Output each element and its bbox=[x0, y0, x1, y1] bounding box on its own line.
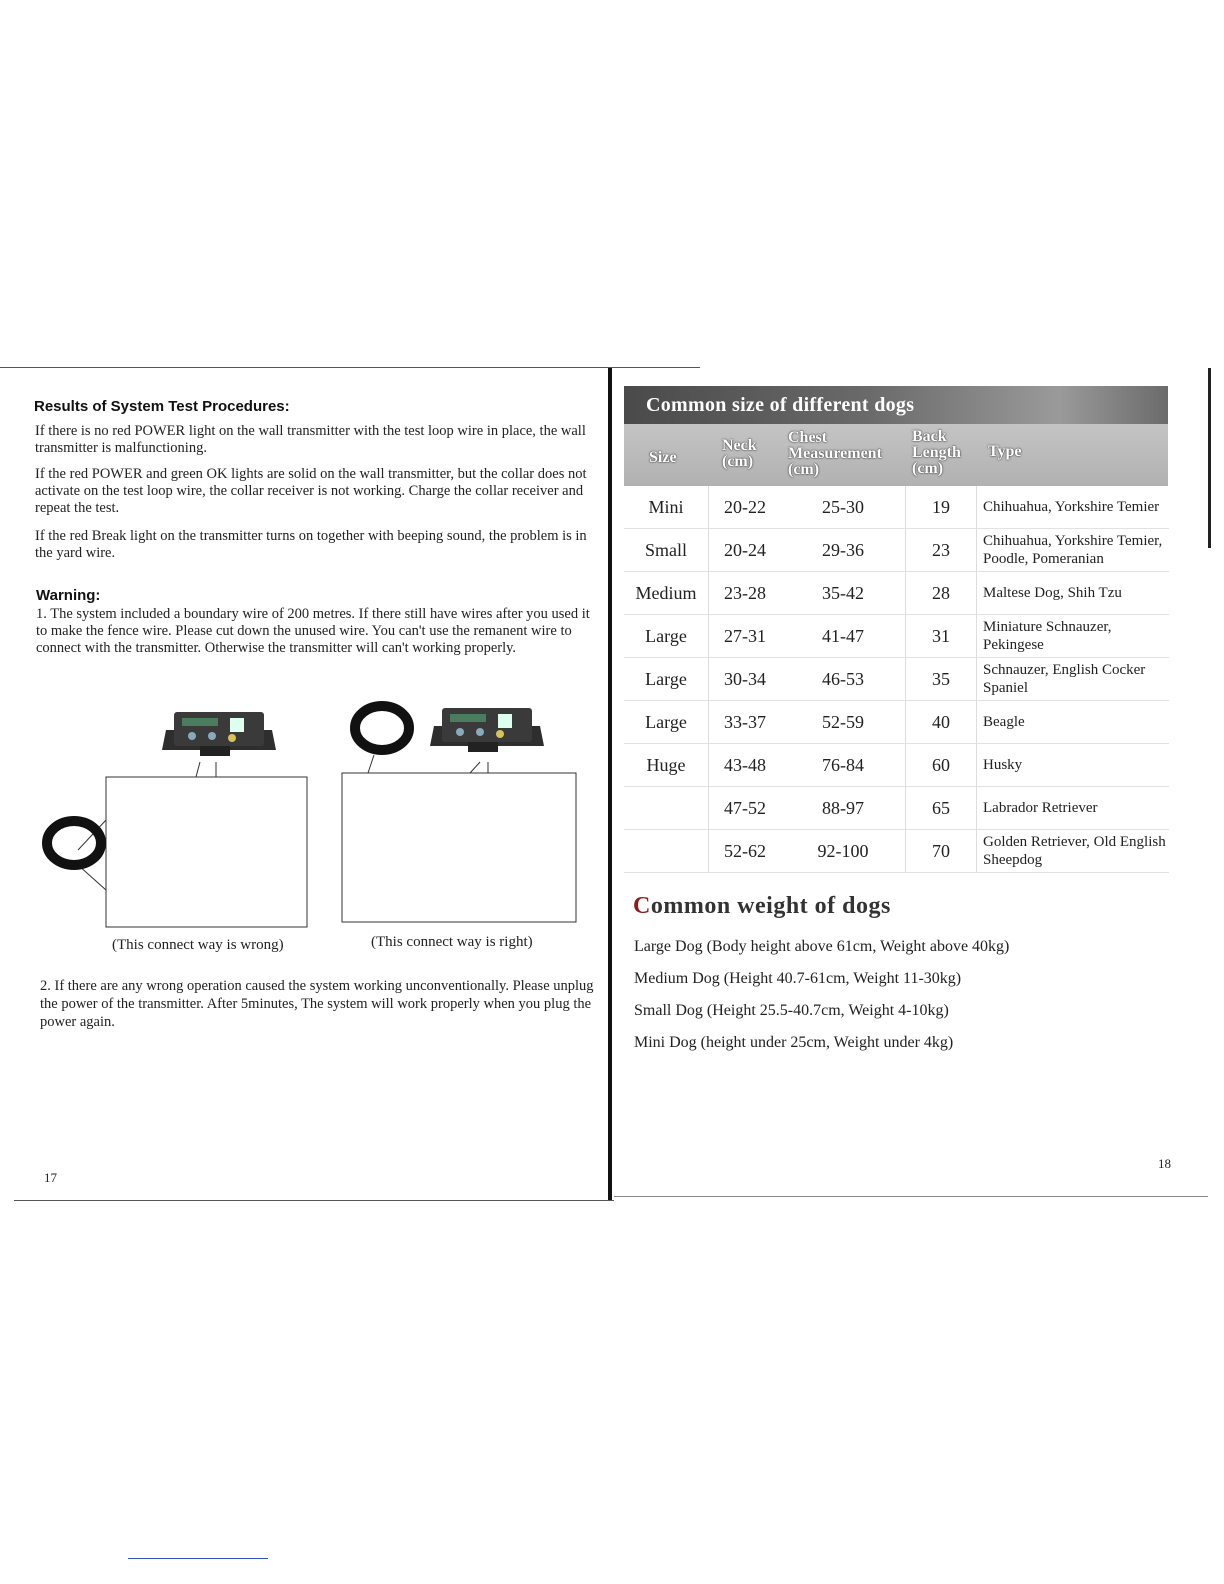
header-back-length: Back Length (cm) bbox=[912, 428, 961, 477]
size-cell: Huge bbox=[624, 744, 709, 787]
table-row bbox=[624, 615, 1169, 658]
weight-item: Small Dog (Height 25.5-40.7cm, Weight 4-10kg) bbox=[634, 1002, 949, 1019]
right-edge bbox=[1208, 368, 1211, 548]
bottom-rule-right bbox=[614, 1196, 1208, 1197]
warning-paragraph-1: 1. The system included a boundary wire of 200 metres. If there still have wires after you used it to make the fence wire. Please cut down the unused wire. You can't use the remanent wire to connect with the transmitter. Otherwise the transmitter will can't working properly. bbox=[36, 606, 590, 656]
neck-cell: 52-62 bbox=[709, 830, 782, 873]
type-cell: Golden Retriever, Old English Sheepdog bbox=[977, 830, 1170, 873]
type-cell: Labrador Retriever bbox=[977, 787, 1170, 830]
results-paragraph-3: If the red Break light on the transmitter turns on together with beeping sound, the problem is in the yard wire. bbox=[35, 528, 587, 561]
type-cell: Schnauzer, English Cocker Spaniel bbox=[977, 658, 1170, 701]
size-cell: Large bbox=[624, 701, 709, 744]
chest-cell: 76-84 bbox=[781, 744, 906, 787]
type-cell: Miniature Schnauzer, Pekingese bbox=[977, 615, 1170, 658]
weight-item: Mini Dog (height under 25cm, Weight under 4kg) bbox=[634, 1034, 954, 1051]
coiled-wire-icon bbox=[47, 821, 101, 865]
back-length-cell: 31 bbox=[906, 615, 977, 658]
results-paragraph-1: If there is no red POWER light on the wall transmitter with the test loop wire in place, the wall transmitter is malfunctioning. bbox=[35, 423, 586, 456]
weight-heading-text: ommon weight of dogs bbox=[650, 893, 891, 919]
back-length-cell: 40 bbox=[906, 701, 977, 744]
neck-cell: 23-28 bbox=[709, 572, 782, 615]
back-length-cell: 60 bbox=[906, 744, 977, 787]
neck-cell: 47-52 bbox=[709, 787, 782, 830]
type-cell: Husky bbox=[977, 744, 1170, 787]
chest-cell: 41-47 bbox=[781, 615, 906, 658]
chest-cell: 88-97 bbox=[781, 787, 906, 830]
weight-item: Large Dog (Body height above 61cm, Weight above 40kg) bbox=[634, 938, 1010, 955]
chest-cell: 29-36 bbox=[781, 529, 906, 572]
page-number-left: 17 bbox=[44, 1170, 57, 1185]
table-row bbox=[624, 658, 1169, 701]
results-heading: Results of System Test Procedures: bbox=[34, 398, 290, 415]
type-cell: Chihuahua, Yorkshire Temier bbox=[977, 486, 1170, 529]
transmitter-device-icon bbox=[160, 712, 280, 767]
weight-heading-initial: C bbox=[633, 893, 651, 919]
neck-cell: 27-31 bbox=[709, 615, 782, 658]
back-length-cell: 19 bbox=[906, 486, 977, 529]
center-spine bbox=[608, 368, 612, 1200]
size-cell: Large bbox=[624, 615, 709, 658]
back-length-cell: 65 bbox=[906, 787, 977, 830]
chest-cell: 25-30 bbox=[781, 486, 906, 529]
table-row bbox=[624, 701, 1169, 744]
neck-cell: 30-34 bbox=[709, 658, 782, 701]
size-cell bbox=[624, 830, 709, 873]
warning-paragraph-2: 2. If there are any wrong operation caused the system working unconventionally. Please unplug the power of the transmitter. After 5minutes, The system will work properly when you plug the power again. bbox=[40, 978, 594, 1030]
header-type: Type bbox=[988, 443, 1022, 460]
back-length-cell: 23 bbox=[906, 529, 977, 572]
table-row bbox=[624, 787, 1169, 830]
coiled-wire-icon bbox=[355, 706, 409, 750]
size-cell: Small bbox=[624, 529, 709, 572]
weight-list bbox=[634, 937, 1009, 1065]
transmitter-device-icon bbox=[428, 708, 548, 763]
warning-heading: Warning: bbox=[36, 587, 101, 604]
back-length-cell: 28 bbox=[906, 572, 977, 615]
chest-cell: 92-100 bbox=[781, 830, 906, 873]
table-title: Common size of different dogs bbox=[624, 386, 1168, 424]
chest-cell: 46-53 bbox=[781, 658, 906, 701]
type-cell: Maltese Dog, Shih Tzu bbox=[977, 572, 1170, 615]
chest-cell: 35-42 bbox=[781, 572, 906, 615]
top-rule-left bbox=[0, 367, 700, 368]
table-row bbox=[624, 744, 1169, 787]
size-cell: Large bbox=[624, 658, 709, 701]
size-cell: Mini bbox=[624, 486, 709, 529]
table-row bbox=[624, 830, 1169, 873]
caption-right: (This connect way is right) bbox=[371, 934, 533, 950]
page-number-right: 18 bbox=[1158, 1156, 1171, 1171]
type-cell: Chihuahua, Yorkshire Temier, Poodle, Pomeranian bbox=[977, 529, 1170, 572]
table-row bbox=[624, 486, 1169, 529]
results-paragraph-2: If the red POWER and green OK lights are solid on the wall transmitter, but the collar does not activate on the test loop wire, the collar receiver is not working. Charge the collar receiver and repeat the test. bbox=[35, 466, 587, 516]
neck-cell: 20-24 bbox=[709, 529, 782, 572]
weight-item: Medium Dog (Height 40.7-61cm, Weight 11-30kg) bbox=[634, 970, 962, 987]
dog-size-table bbox=[624, 486, 1169, 873]
table-header bbox=[624, 424, 1168, 486]
chest-cell: 52-59 bbox=[781, 701, 906, 744]
table-row bbox=[624, 572, 1169, 615]
caption-wrong: (This connect way is wrong) bbox=[112, 937, 284, 953]
bottom-rule-left bbox=[14, 1200, 614, 1201]
header-neck: Neck (cm) bbox=[722, 437, 757, 470]
weight-heading bbox=[633, 893, 891, 920]
neck-cell: 43-48 bbox=[709, 744, 782, 787]
table-row bbox=[624, 529, 1169, 572]
neck-cell: 33-37 bbox=[709, 701, 782, 744]
neck-cell: 20-22 bbox=[709, 486, 782, 529]
header-chest: Chest Measurement (cm) bbox=[788, 429, 882, 478]
type-cell: Beagle bbox=[977, 701, 1170, 744]
back-length-cell: 70 bbox=[906, 830, 977, 873]
header-size: Size bbox=[649, 449, 677, 466]
back-length-cell: 35 bbox=[906, 658, 977, 701]
size-cell bbox=[624, 787, 709, 830]
footer-line bbox=[128, 1558, 268, 1559]
size-cell: Medium bbox=[624, 572, 709, 615]
